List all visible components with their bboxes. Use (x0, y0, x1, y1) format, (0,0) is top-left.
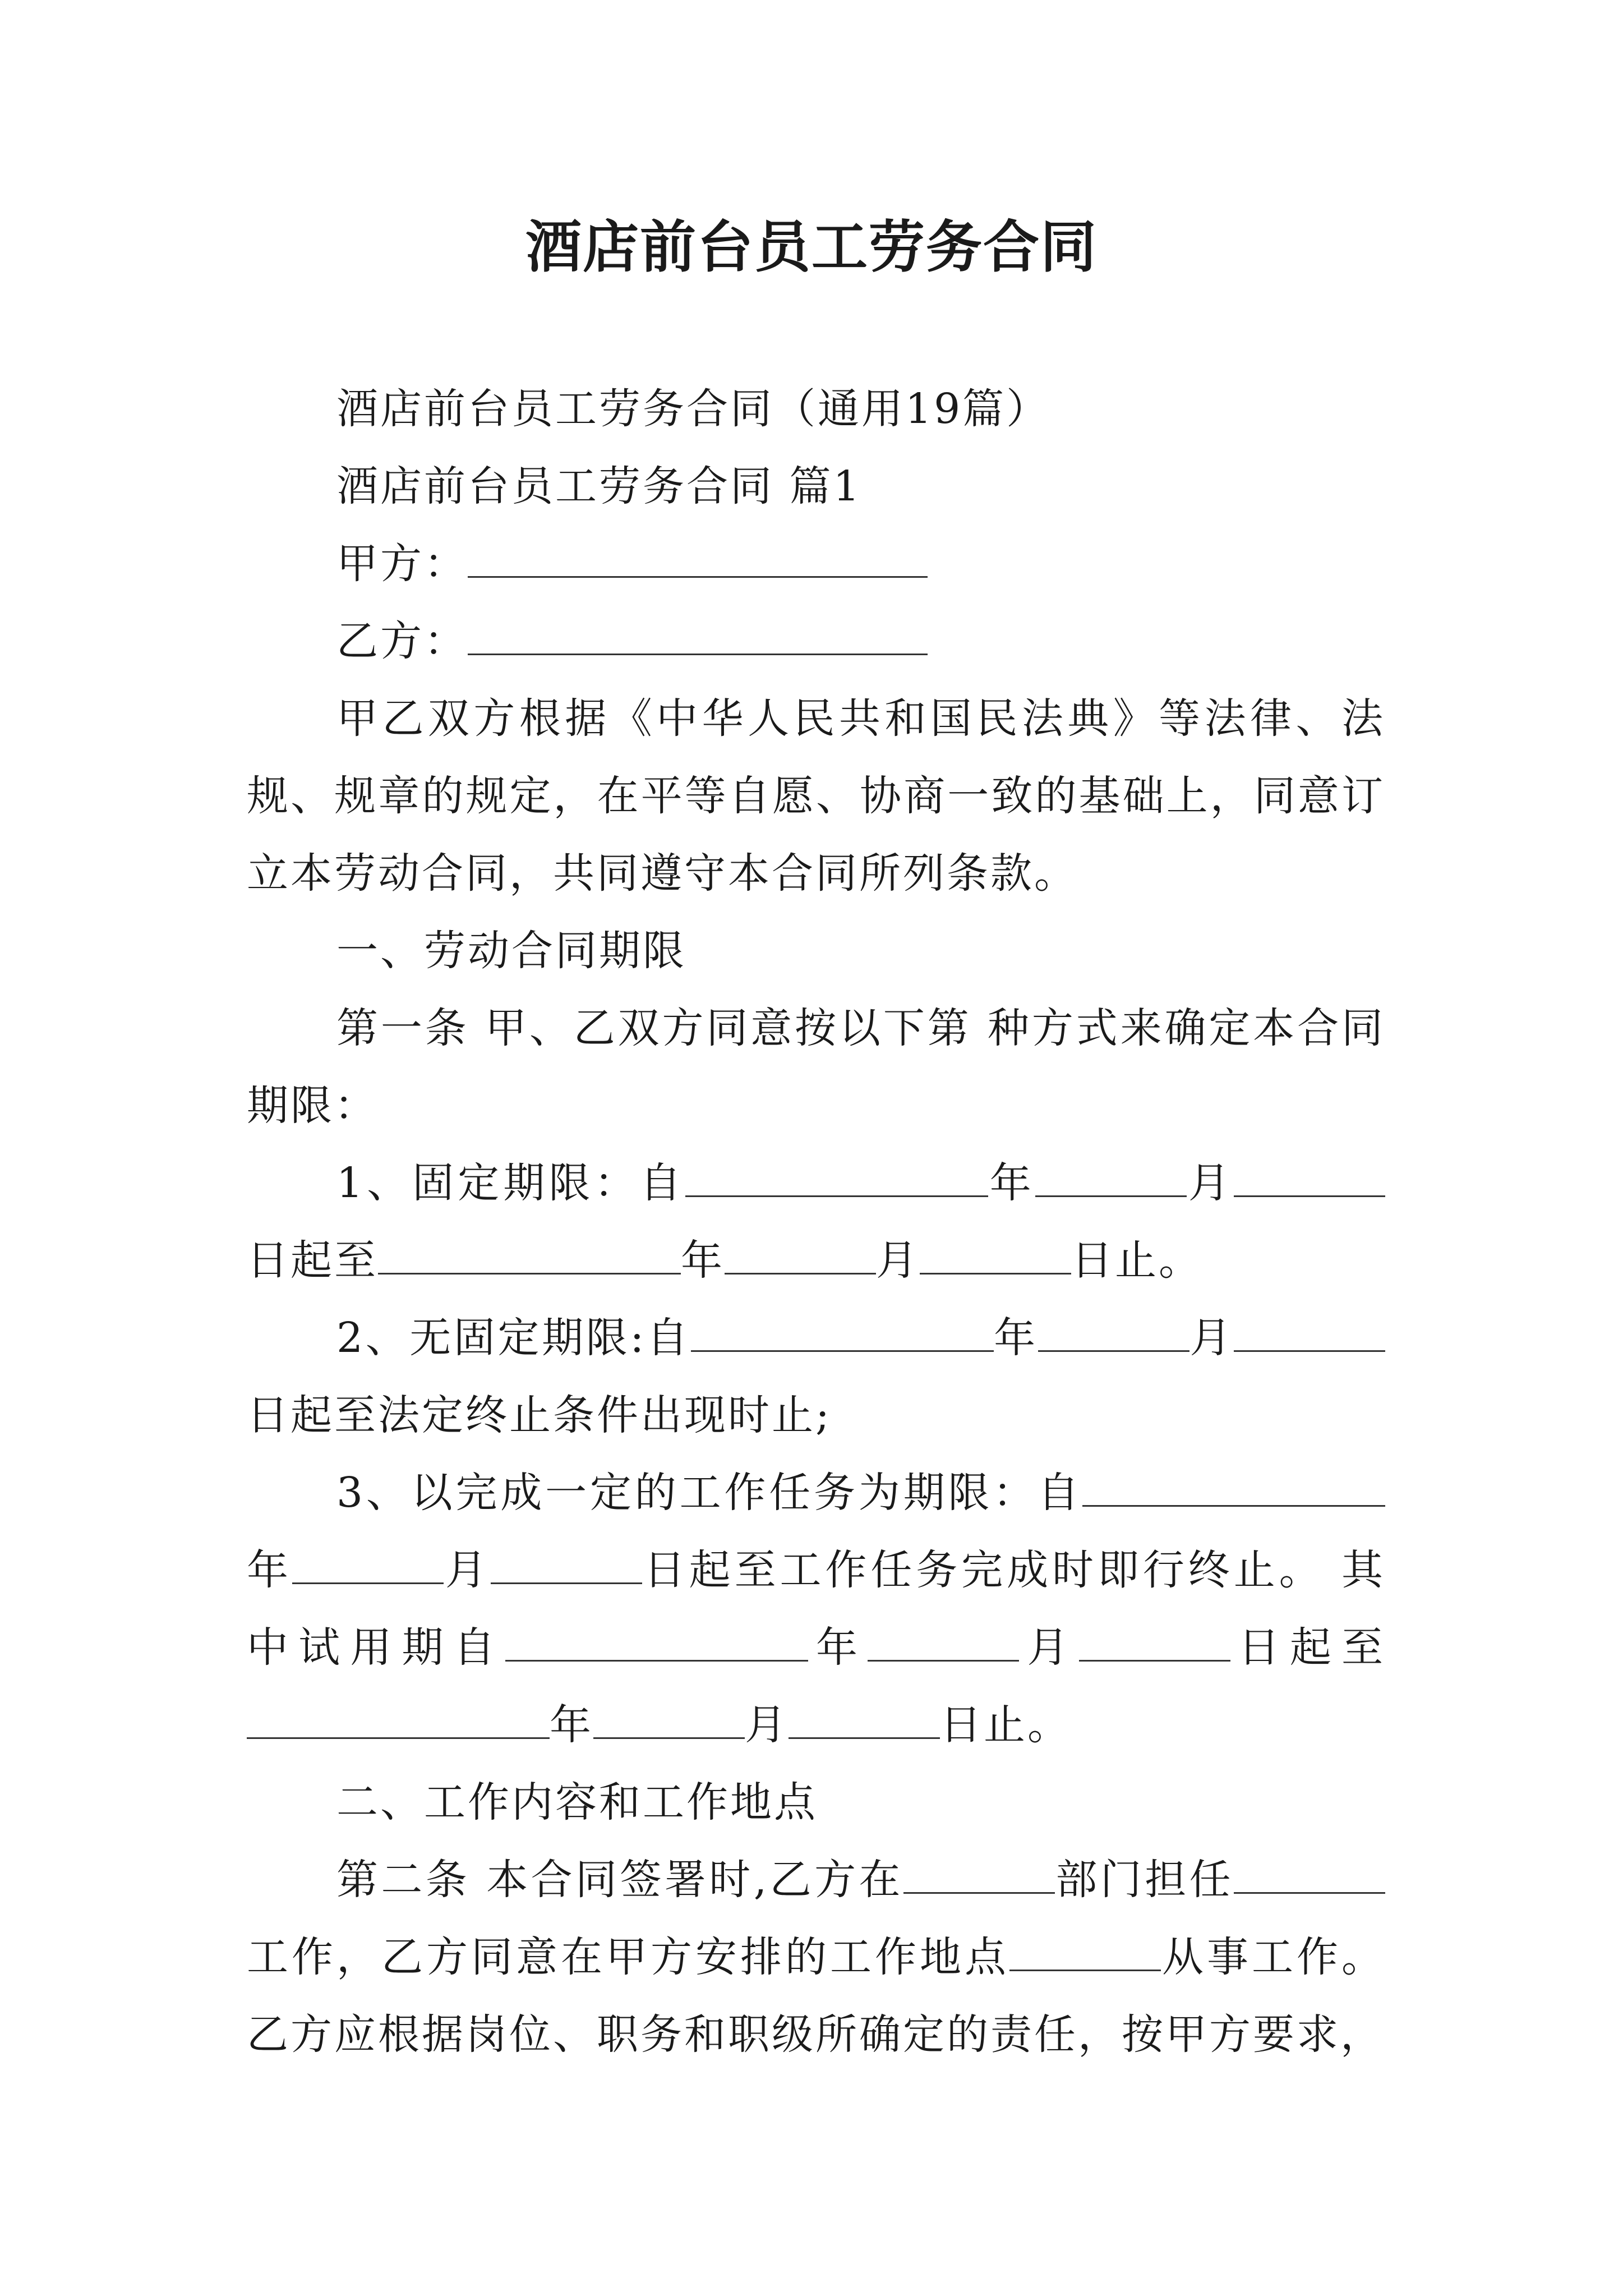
article-1: 第一条 甲、乙双方同意按以下第 种方式来确定本合同期限： (247, 1004, 1385, 1130)
month-label: 月 (876, 1236, 920, 1285)
option-text: 日起至法定终止条件出现时止; (247, 1391, 832, 1439)
party-a-blank[interactable] (468, 542, 928, 578)
position-blank[interactable] (1234, 1858, 1385, 1894)
option-open-term (247, 1299, 1385, 1454)
month-label: 月 (1186, 1159, 1234, 1207)
day-blank[interactable] (789, 1704, 940, 1739)
year-blank[interactable] (505, 1626, 808, 1662)
day-blank[interactable] (1079, 1626, 1230, 1662)
month-blank[interactable] (1038, 1317, 1189, 1352)
year-label: 年 (681, 1236, 725, 1285)
section-heading: 酒店前台员工劳务合同 篇1 (336, 462, 862, 510)
option-text: 日起至 (247, 1236, 378, 1285)
option-text: 2、无固定期限:自 (336, 1314, 691, 1362)
month-label: 月 (1019, 1623, 1079, 1672)
day-blank[interactable] (1234, 1317, 1385, 1352)
option-text: 1、固定期限：自 (336, 1159, 685, 1207)
year-label: 年 (988, 1159, 1035, 1207)
day-blank[interactable] (1234, 1162, 1385, 1197)
article-text: 部门担任 (1054, 1856, 1234, 1904)
party-b-label: 乙方： (336, 617, 468, 665)
month-label: 月 (745, 1701, 789, 1749)
option-text: 日止。 (1071, 1236, 1202, 1285)
location-blank[interactable] (1009, 1936, 1161, 1971)
department-blank[interactable] (903, 1858, 1055, 1894)
party-a-label: 甲方： (336, 540, 468, 588)
party-a-line (247, 525, 1385, 602)
month-label: 月 (1189, 1314, 1234, 1362)
month-blank[interactable] (868, 1626, 1019, 1662)
year-label: 年 (993, 1314, 1038, 1362)
day-blank[interactable] (920, 1239, 1071, 1274)
option-task-term (247, 1454, 1385, 1764)
month-blank[interactable] (593, 1704, 745, 1739)
article-text: 从事工作。乙方应根据岗位、职务和职级所确定的责任，按甲方要求， (247, 1933, 1385, 2059)
heading-work-content: 二、工作内容和工作地点 (336, 1778, 818, 1826)
year-label: 年 (808, 1623, 868, 1672)
option-text: 日起至工作任务完成时即行终止。 其中试用期自 (247, 1546, 1386, 1672)
year-blank[interactable] (247, 1704, 550, 1739)
heading-contract-term: 一、劳动合同期限 (336, 927, 686, 975)
month-label: 月 (443, 1546, 491, 1594)
option-text: 日止。 (940, 1701, 1071, 1749)
document-title: 酒店前台员工劳务合同 (525, 214, 1098, 280)
party-b-blank[interactable] (468, 620, 928, 655)
month-blank[interactable] (292, 1549, 444, 1584)
month-blank[interactable] (1035, 1162, 1187, 1197)
year-blank[interactable] (685, 1162, 988, 1197)
intro-paragraph: 甲乙双方根据《中华人民共和国民法典》等法律、法规、规章的规定，在平等自愿、协商一致的基础上，同意订立本劳动合同，共同遵守本合同所列条款。 (247, 694, 1385, 898)
year-blank[interactable] (1082, 1471, 1385, 1507)
subtitle: 酒店前台员工劳务合同（通用19篇） (336, 385, 1050, 433)
article-text: 第二条 本合同签署时,乙方在 (336, 1856, 903, 1904)
year-blank[interactable] (378, 1239, 681, 1274)
year-blank[interactable] (691, 1317, 994, 1352)
day-blank[interactable] (491, 1549, 642, 1584)
article-2 (247, 1841, 1385, 2073)
option-text: 日起至 (1230, 1623, 1386, 1672)
year-label: 年 (550, 1701, 593, 1749)
party-b-line (247, 602, 1385, 680)
article-text: 工作，乙方同意在甲方安排的工作地点 (247, 1933, 1009, 1981)
option-text: 3、以完成一定的工作任务为期限：自 (336, 1469, 1082, 1517)
year-label: 年 (247, 1546, 292, 1594)
option-fixed-term (247, 1144, 1385, 1299)
month-blank[interactable] (725, 1239, 876, 1274)
document-body (247, 370, 1385, 2073)
